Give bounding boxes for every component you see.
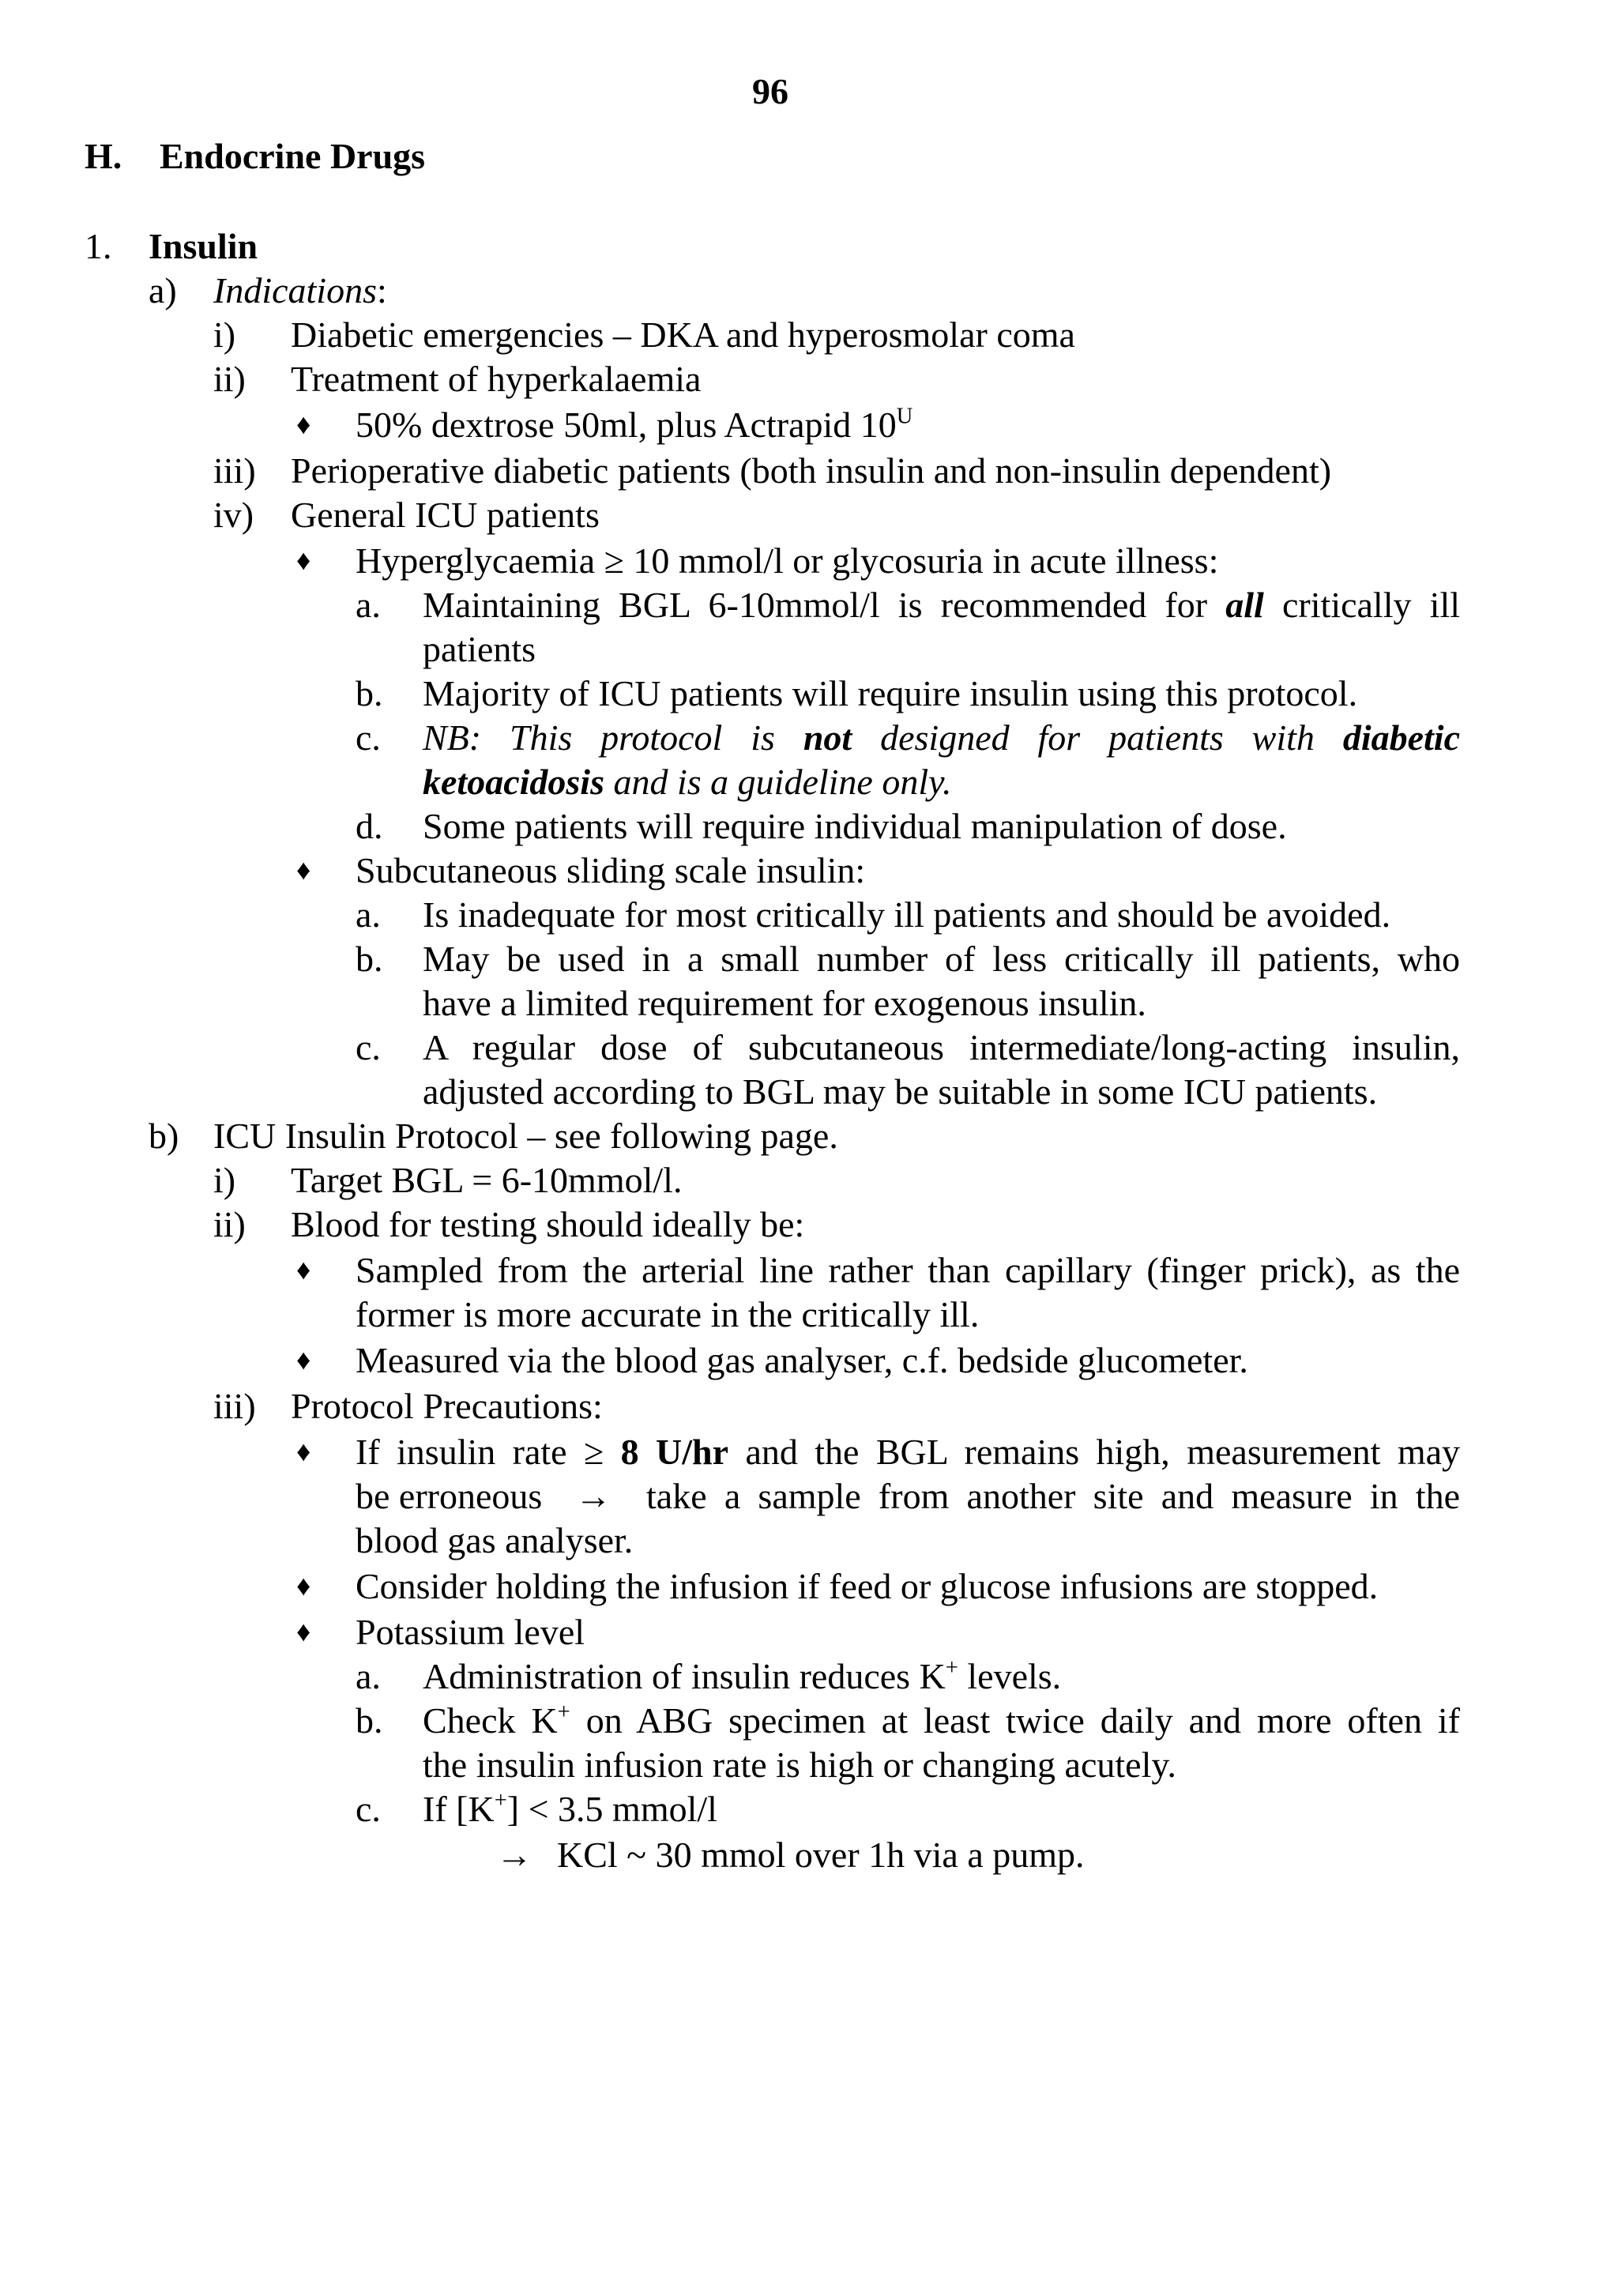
arrow-right-icon: →	[575, 1476, 611, 1516]
bullet-diamond-icon: ♦	[296, 1616, 311, 1647]
indication-ii-bullet: 50% dextrose 50ml, plus Actrapid $10^U$	[356, 404, 913, 445]
hyper-b: Majority of ICU patients will require insulin using this protocol.	[423, 673, 1358, 713]
precaution-2: Consider holding the infusion if feed or glucose infusions are stopped.	[356, 1566, 1379, 1606]
bullet-diamond-icon: ♦	[296, 544, 311, 576]
indication-ii: Treatment of hyperkalaemia	[291, 359, 702, 399]
bullet-diamond-icon: ♦	[296, 1344, 311, 1376]
label-ii: ii)	[213, 1204, 246, 1244]
item-number: 1.	[85, 226, 112, 266]
bullet-diamond-icon: ♦	[296, 408, 311, 440]
section-letter: H.	[85, 136, 122, 176]
protocol-ii-bullet-2: Measured via the blood gas analyser, c.f. bedside glucometer.	[356, 1340, 1248, 1380]
precaution-1-line2b: take a sample from another site and measure in the	[646, 1476, 1460, 1516]
potassium-c-action: KCl ~ 30 mmol over 1h via a pump.	[557, 1835, 1085, 1875]
indication-iv: General ICU patients	[291, 495, 600, 535]
potassium-b-cont: the insulin infusion rate is high or changing acutely.	[423, 1745, 1176, 1785]
hyper-d: Some patients will require individual manipulation of dose.	[423, 806, 1287, 846]
bullet-diamond-icon: ♦	[296, 1570, 311, 1602]
protocol-iii: Protocol Precautions:	[291, 1386, 603, 1426]
label-ii: ii)	[213, 359, 246, 399]
hyper-title: Hyperglycaemia ≥ 10 mmol/l or glycosuria in acute illness:	[356, 540, 1219, 581]
page-number: 96	[752, 71, 788, 111]
label-iv: iv)	[213, 495, 254, 535]
indication-i: Diabetic emergencies – DKA and hyperosmolar coma	[291, 314, 1075, 355]
potassium-b: Check K+ on ABG specimen at least twice daily and more often if	[423, 1699, 1460, 1741]
label-b-dot: b.	[356, 673, 383, 713]
bullet-diamond-icon: ♦	[296, 854, 311, 886]
indications-heading: Indications:	[213, 270, 387, 311]
hyper-c-cont: ketoacidosis and is a guideline only.	[423, 762, 952, 802]
item-title: Insulin	[149, 226, 258, 266]
label-b-dot: b.	[356, 939, 383, 979]
subcut-b: May be used in a small number of less critically ill patients, who	[423, 939, 1460, 979]
subcut-b-cont: have a limited requirement for exogenous insulin.	[423, 983, 1146, 1023]
precaution-3: Potassium level	[356, 1612, 585, 1652]
label-d-dot: d.	[356, 806, 383, 846]
protocol-i: Target BGL = 6-10mmol/l.	[291, 1160, 683, 1200]
bullet-diamond-icon: ♦	[296, 1436, 311, 1467]
subcut-c: A regular dose of subcutaneous intermediate/long-acting insulin,	[423, 1027, 1460, 1067]
precaution-1-line3: blood gas analyser.	[356, 1520, 634, 1560]
label-c-dot: c.	[356, 1027, 381, 1067]
label-b-dot: b.	[356, 1700, 383, 1741]
potassium-c: If [K+] < 3.5 mmol/l	[423, 1788, 717, 1829]
protocol-ii-bullet-1-cont: former is more accurate in the critically ill.	[356, 1294, 980, 1334]
precaution-1: If insulin rate ≥ 8 U/hr and the BGL remains high, measurement may	[356, 1432, 1461, 1472]
subcut-c-cont: adjusted according to BGL may be suitable in some ICU patients.	[423, 1071, 1378, 1112]
label-i: i)	[213, 1160, 236, 1200]
hyper-c: NB: This protocol is not designed for patients with diabetic	[423, 717, 1460, 758]
subcut-title: Subcutaneous sliding scale insulin:	[356, 850, 866, 890]
section-title: Endocrine Drugs	[160, 136, 426, 176]
hyper-a-cont: patients	[423, 629, 536, 669]
label-a-dot: a.	[356, 585, 381, 625]
label-a-dot: a.	[356, 894, 381, 935]
arrow-right-icon: →	[496, 1835, 532, 1875]
label-b: b)	[149, 1116, 179, 1156]
indication-iii: Perioperative diabetic patients (both insulin and non-insulin dependent)	[291, 450, 1332, 491]
precaution-1-line2a: be erroneous	[356, 1476, 543, 1516]
protocol-ii-bullet-1: Sampled from the arterial line rather than capillary (finger prick), as the	[356, 1250, 1460, 1290]
hyper-a: Maintaining BGL 6-10mmol/l is recommended for all critically ill	[423, 585, 1461, 625]
protocol-ii: Blood for testing should ideally be:	[291, 1204, 805, 1244]
label-i: i)	[213, 314, 236, 355]
label-iii: iii)	[213, 1386, 256, 1426]
label-c-dot: c.	[356, 717, 381, 758]
protocol-heading: ICU Insulin Protocol – see following page.	[213, 1116, 838, 1156]
label-c-dot: c.	[356, 1789, 381, 1829]
potassium-a: Administration of insulin reduces K+ levels.	[423, 1655, 1062, 1696]
label-a-dot: a.	[356, 1656, 381, 1696]
bullet-diamond-icon: ♦	[296, 1254, 311, 1285]
subcut-a: Is inadequate for most critically ill patients and should be avoided.	[423, 894, 1391, 935]
label-iii: iii)	[213, 450, 256, 491]
label-a: a)	[149, 270, 177, 311]
